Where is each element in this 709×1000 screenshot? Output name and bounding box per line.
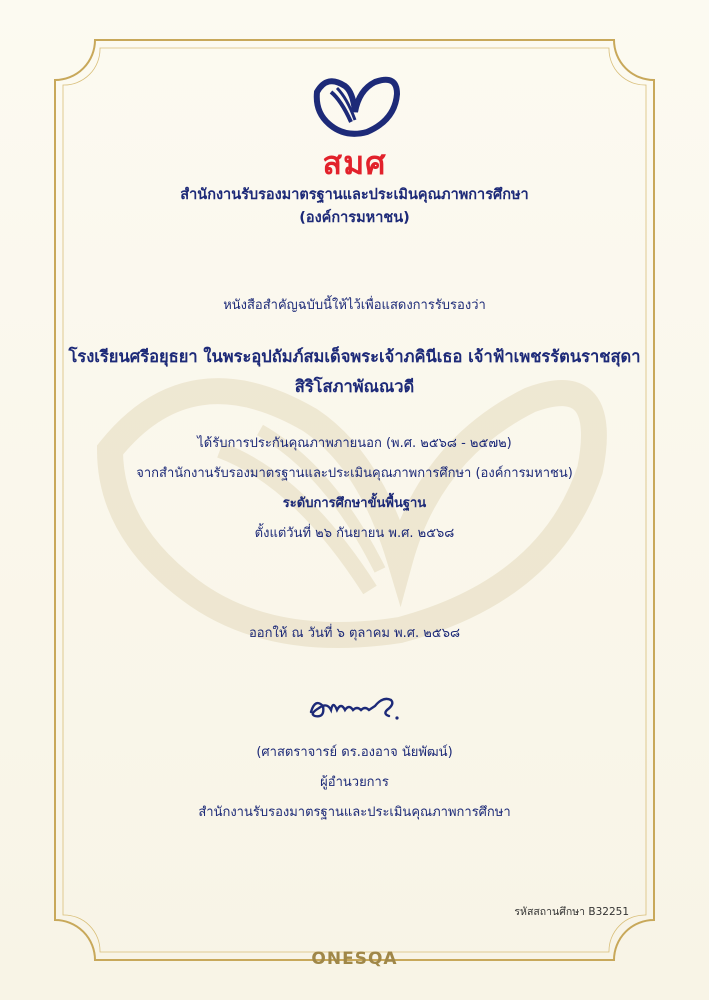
issuer-sub: (องค์การมหาชน) xyxy=(299,210,410,226)
education-level: ระดับการศึกษาขั้นพื้นฐาน xyxy=(282,496,427,511)
signatory-title: ผู้อำนวยการ xyxy=(320,775,389,790)
onesqa-bird-icon xyxy=(305,72,405,140)
school-name-line2: สิริโสภาพัณณวดี xyxy=(294,377,415,396)
certificate-intro: หนังสือสำคัญฉบับนี้ให้ไว้เพื่อแสดงการรับรองว่า xyxy=(223,298,486,313)
issuer-name: สำนักงานรับรองมาตรฐานและประเมินคุณภาพการศึกษา xyxy=(180,187,529,203)
brand-footer: ONESQA xyxy=(311,949,398,969)
logo-text: สมศ xyxy=(322,144,387,182)
school-code: รหัสสถานศึกษา B32251 xyxy=(514,906,629,918)
effective-date: ตั้งแต่วันที่ ๒๖ กันยายน พ.ศ. ๒๕๖๘ xyxy=(254,526,455,541)
assessment-period: ได้รับการประกันคุณภาพภายนอก (พ.ศ. ๒๕๖๘ - ๒๕๗๒) xyxy=(197,436,512,451)
signatory-name: (ศาสตราจารย์ ดร.องอาจ นัยพัฒน์) xyxy=(256,745,453,760)
issue-date: ออกให้ ณ วันที่ ๖ ตุลาคม พ.ศ. ๒๕๖๘ xyxy=(248,626,460,641)
signatory-org: สำนักงานรับรองมาตรฐานและประเมินคุณภาพการศึกษา xyxy=(198,805,511,820)
assessed-by: จากสำนักงานรับรองมาตรฐานและประเมินคุณภาพการศึกษา (องค์การมหาชน) xyxy=(136,466,573,481)
school-name-line1: โรงเรียนศรีอยุธยา ในพระอุปถัมภ์สมเด็จพระเจ้าภคินีเธอ เจ้าฟ้าเพชรรัตนราชสุดา xyxy=(68,347,641,366)
signature xyxy=(305,692,405,726)
